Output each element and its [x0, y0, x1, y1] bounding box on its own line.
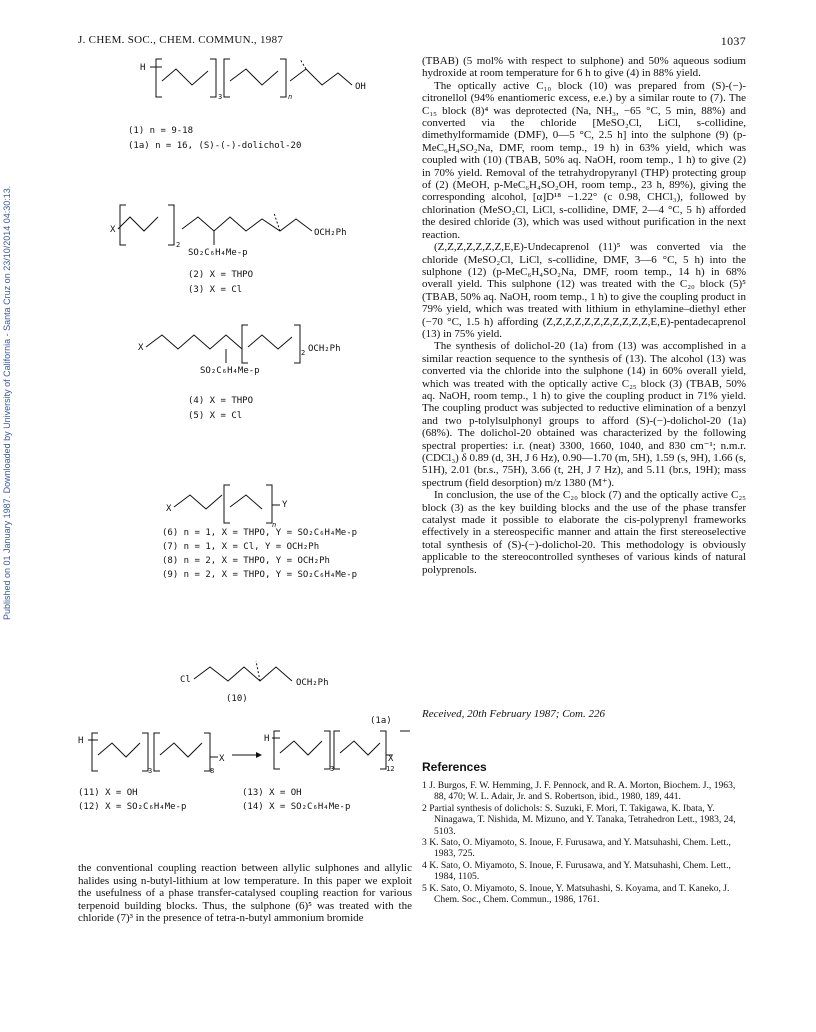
label-9: (9) n = 2, X = THPO, Y = SO₂C₆H₄Me-p: [162, 570, 358, 580]
paragraph: (Z,Z,Z,Z,Z,Z,Z,E,E)-Undecaprenol (11)⁵ was converted via the chloride (MeSO₂Cl, LiCl, s-collidine, DMF, 3—6 °C, 5 h) into the sulphone (12) (p-MeC₆H₄SO₂Na, DMF, room temp., 14 h) in 68% overall yield. This sulphone (12) was treated with the C₂₀ block (5)⁵ (TBAB, 50% aq. NaOH, room temp., 1 h) to give the coupling product in 79% yield, which was treated with lithium in ethylamine–diethyl ether (−70 °C, 1.5 h) affording (Z,Z,Z,Z,Z,Z,Z,Z,Z,Z,Z,E,E)-pentadecaprenol (13) in 75% yield.: [422, 241, 746, 340]
svg-text:3: 3: [148, 767, 153, 775]
svg-text:n: n: [272, 521, 277, 529]
svg-text:OH: OH: [355, 82, 366, 92]
end-2: OCH₂Ph: [314, 228, 347, 238]
cl-10: Cl: [180, 675, 191, 685]
reference-item: 1 J. Burgos, F. W. Hemming, J. F. Pennock, and R. A. Morton, Biochem. J., 1963, 88, 470; W. L. Adair, Jr. and S. Robertson, ibid., 1980, 189, 441.: [422, 780, 736, 803]
structure-10: [180, 661, 329, 704]
reference-item: 5 K. Sato, O. Miyamoto, S. Inoue, Y. Matsuhashi, S. Koyama, and T. Kaneko, J. Chem. Soc., Chem. Commun., 1986, 1761.: [422, 882, 730, 906]
structures-figure: [70, 55, 410, 860]
structure-11: [78, 716, 410, 812]
label-12: (12) X = SO₂C₆H₄Me-p: [78, 802, 187, 812]
svg-text:H: H: [78, 736, 84, 746]
label-8: (8) n = 2, X = THPO, Y = OCH₂Ph: [162, 556, 330, 566]
label-5: (5) X = Cl: [188, 411, 243, 421]
group-4: SO₂C₆H₄Me-p: [200, 366, 260, 376]
structures-svg: [70, 55, 410, 860]
structure-4: [138, 325, 341, 421]
page-number: 1037: [720, 34, 746, 48]
label-13: (13) X = OH: [242, 788, 302, 798]
structure-2: [110, 205, 347, 295]
label-3: (3) X = Cl: [188, 285, 243, 295]
svg-text:2: 2: [301, 349, 306, 357]
reference-item: 2 Partial synthesis of dolichols: S. Suzuki, F. Mori, T. Takigawa, K. Ibata, Y. Ninagawa, T. Nishida, M. Mizuno, and Y. Tanaka, Tetrahedron Lett., 1983, 24, 5103.: [422, 802, 736, 837]
svg-text:3: 3: [330, 765, 335, 773]
paragraph: The optically active C₁₀ block (10) was prepared from (S)-(−)-citronellol (94% enantiomeric excess, e.e.) by a similar route to (7). The C₁₅ block (8)⁴ was deprotected (Na, NH₃, −65 °C, 5 min, 88%) and converted via the chloride [MeSO₂Cl, LiCl, s-collidine, dimethylformamide (DMF), 0—5 °C, 2.5 h] into the sulphone (9) (p-MeC₆H₄SO₂Na, DMF, room temp., 19 h) in 63% yield, which was coupled with (10) (TBAB, 50% aq. NaOH, room temp., 1 h) to give (2) in 70% yield. Removal of the tetrahydropyranyl (THP) protecting group of (2) (MeOH, p-MeC₆H₄SO₂OH, room temp., 23 h, 89%), giving the corresponding alcohol, [α]D¹⁸ −1.22° (c 0.98, CHCl₃), followed by chlorination (MeSO₂Cl, LiCl, s-collidine, DMF, 2—4 °C, 5 h) afforded the desired chloride (3), which was used without purification in the next reaction.: [422, 79, 746, 241]
right-column-text: [422, 55, 746, 576]
references-heading: References: [422, 760, 487, 774]
journal-header: J. CHEM. SOC., CHEM. COMMUN., 1987: [78, 34, 284, 46]
svg-text:X: X: [138, 343, 144, 353]
label-11: (11) X = OH: [78, 788, 138, 798]
label-2: (2) X = THPO: [188, 270, 254, 280]
arrow-target-1a: (1a): [370, 716, 392, 726]
svg-text:Y: Y: [282, 500, 288, 510]
svg-text:H: H: [140, 63, 146, 73]
label-10: (10): [226, 694, 248, 704]
label-4: (4) X = THPO: [188, 396, 254, 406]
svg-text:8: 8: [210, 767, 215, 775]
paragraph: The synthesis of dolichol-20 (1a) from (13) was accomplished in a similar reaction sequence to the synthesis of (13). The alcohol (13) was converted via the chloride into the sulphone (14) in 60% overall yield, which was treated with the optically active C₂₅ block (3) (TBAB, 50% aq. NaOH, room temp., 1 h) to give the coupling product in 71% yield. The coupling product was subjected to reductive elimination of a benzyl and two p-tolylsulphonyl groups to afford (S)-(−)-dolichol-20 (1a) (68%). The dolichol-20 obtained was characterized by the following spectral properties: i.r. (neat) 3300, 1660, 1040, and 830 cm⁻¹; n.m.r. (CDCl₃) δ 0.89 (d, 3H, J 6 Hz), 0.90—1.70 (m, 5H), 1.59 (s, 9H), 1.66 (s, 51H), 2.01 (br.s., 75H), 3.66 (t, 2H, J 7 Hz), and 5.11 (br.s, 19H); mass spectrum (field desorption) m/z 1380 (M⁺).: [422, 340, 746, 489]
svg-text:X: X: [219, 754, 225, 764]
svg-text:X: X: [110, 225, 116, 235]
label-7: (7) n = 1, X = Cl, Y = OCH₂Ph: [162, 542, 320, 552]
structure-6: [162, 485, 357, 580]
download-notice[interactable]: Published on 01 January 1987. Downloaded by University of California - Santa Cruz on 23/10/2014 04:30:13.: [2, 185, 12, 620]
references-list: [422, 780, 746, 905]
paragraph: In conclusion, the use of the C₂₀ block (7) and the optically active C₂₅ block (3) as the key building blocks and the use of the phase transfer catalyst made it possible to elaborate the cis-polyprenyl frameworks effectively in a stereospecific manner and attain the first stereoselective total synthesis of (S)-(−)-dolichol-20. This methodology is obviously applicable to the stereocontrolled syntheses of various kinds of natural polyprenols.: [422, 489, 746, 576]
svg-text:n: n: [288, 93, 293, 101]
reference-item: 4 K. Sato, O. Miyamoto, S. Inoue, F. Furusawa, and Y. Matsuhashi, Chem. Lett., 1984, 1105.: [422, 859, 731, 883]
svg-text:H: H: [264, 734, 270, 744]
svg-text:X: X: [166, 504, 172, 514]
svg-text:12: 12: [386, 765, 395, 773]
label-1a: (1a) n = 16, (S)-(-)-dolichol-20: [128, 141, 302, 151]
label-14: (14) X = SO₂C₆H₄Me-p: [242, 802, 351, 812]
label-1: (1) n = 9-18: [128, 126, 194, 136]
svg-text:2: 2: [176, 241, 181, 249]
reference-item: 3 K. Sato, O. Miyamoto, S. Inoue, F. Furusawa, and Y. Matsuhashi, Chem. Lett., 1983, 725.: [422, 837, 731, 860]
end-4: OCH₂Ph: [308, 344, 341, 354]
structure-1: [128, 59, 366, 151]
group-2: SO₂C₆H₄Me-p: [188, 248, 248, 258]
received-line: Received, 20th February 1987; Com. 226: [422, 708, 605, 720]
paragraph: (TBAB) (5 mol% with respect to sulphone) and 50% aqueous sodium hydroxide at room temperature for 6 h to give (4) in 88% yield.: [422, 55, 746, 80]
left-column-text: the conventional coupling reaction between allylic sulphones and allylic halides using n-butyl-lithium at low temperature. In this paper we exploit the usefulness of a phase transfer-catalysed coupling reaction for various terpenoid building blocks. Thus, the sulphone (6)⁵ was treated with the chloride (7)³ in the presence of tetra-n-butyl ammonium bromide: [78, 862, 412, 925]
svg-text:X: X: [388, 754, 394, 764]
label-6: (6) n = 1, X = THPO, Y = SO₂C₆H₄Me-p: [162, 528, 358, 538]
svg-text:3: 3: [218, 93, 223, 101]
end-10: OCH₂Ph: [296, 678, 329, 688]
